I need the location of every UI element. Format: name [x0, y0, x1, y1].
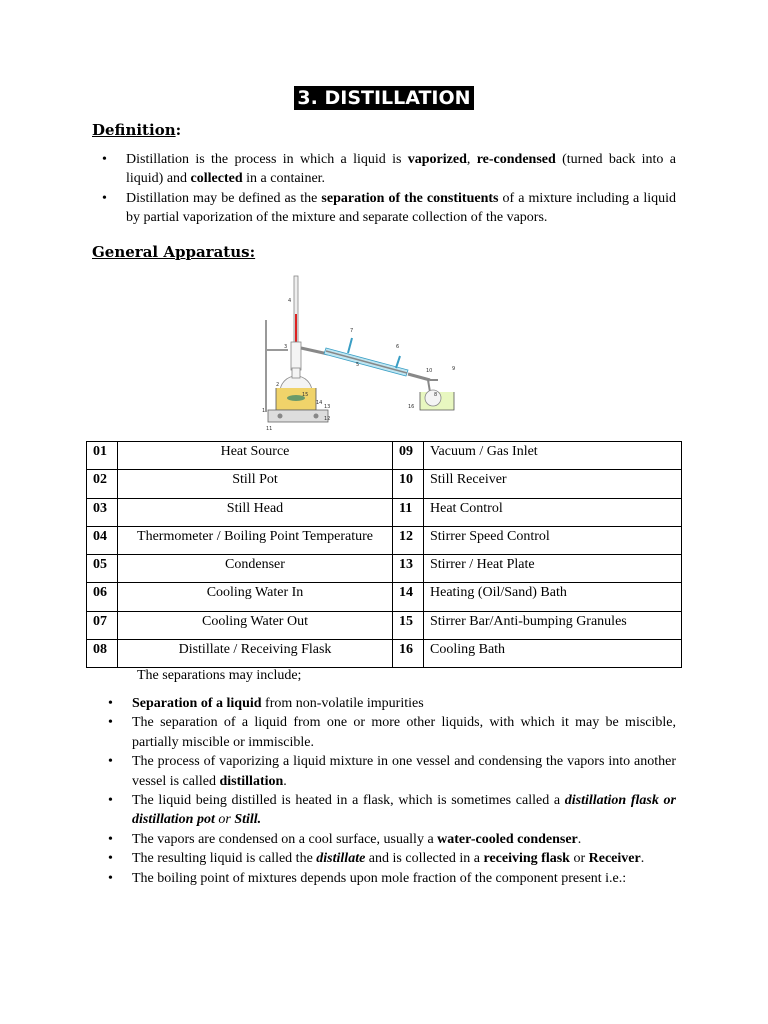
figure-label: 16: [408, 404, 415, 410]
figure-label: 13: [324, 404, 331, 410]
table-row: [87, 470, 682, 498]
definition-heading: [92, 121, 181, 139]
parts-table-body: [87, 442, 682, 668]
bold-text: Receiver: [588, 851, 641, 867]
figure-label: 8: [434, 392, 438, 398]
part-label: Cooling Water Out: [118, 611, 393, 639]
part-label: Heat Source: [118, 442, 393, 470]
part-label: Still Receiver: [424, 470, 682, 498]
text: Distillation may be defined as the: [126, 190, 322, 206]
bold-text: distillation: [219, 773, 284, 789]
bullet-glyph: •: [108, 793, 113, 809]
text: The resulting liquid is called the: [132, 851, 317, 867]
bold-text: Separation of a liquid: [132, 696, 262, 711]
part-number: 14: [393, 583, 424, 611]
text: of a mixture including a liquid by partial vaporization of the mixture and separate collection of the vapors.: [126, 190, 676, 226]
still-head: [291, 342, 301, 370]
part-number: 15: [393, 611, 424, 639]
part-number: 13: [393, 555, 424, 583]
definition-heading-text: Definition: [92, 121, 176, 139]
text: in a container.: [242, 171, 326, 187]
part-number: 03: [87, 498, 118, 526]
figure-label: 15: [302, 392, 309, 398]
part-number: 06: [87, 583, 118, 611]
text: The liquid being distilled is heated in a flask, which is sometimes called a: [132, 793, 565, 809]
list-item: [108, 791, 676, 830]
condenser-inner-tube: [326, 351, 407, 373]
figure-label: 7: [350, 328, 354, 334]
heat-control-knob: [278, 414, 283, 419]
text: The process of vaporizing a liquid mixture in one vessel and condensing the vapors into another vessel is called: [132, 754, 676, 789]
part-number: 04: [87, 526, 118, 554]
text: and is collected in a: [365, 851, 484, 867]
bullet-glyph: •: [108, 851, 113, 867]
list-item: [108, 849, 676, 868]
part-number: 09: [393, 442, 424, 470]
list-item: [102, 150, 676, 189]
list-item: [108, 694, 676, 713]
part-number: 02: [87, 470, 118, 498]
part-label: Still Pot: [118, 470, 393, 498]
text: (turned back into a liquid) and: [126, 152, 676, 187]
bullet-glyph: •: [108, 696, 113, 711]
table-row: [87, 583, 682, 611]
adapter: [408, 374, 430, 380]
definition-heading-colon: :: [175, 121, 182, 139]
part-number: 11: [393, 498, 424, 526]
bold-text: collected: [190, 171, 243, 187]
part-number: 07: [87, 611, 118, 639]
text: .: [283, 773, 287, 789]
text: The separation of a liquid from one or more other liquids, with which it may be miscible, partially miscible or immiscible.: [132, 715, 676, 750]
text: or: [569, 851, 589, 867]
text: ,: [466, 152, 477, 167]
title-wrap: [0, 86, 768, 110]
part-label: Condenser: [118, 555, 393, 583]
list-item: [108, 713, 676, 752]
part-number: 01: [87, 442, 118, 470]
part-label: Stirrer Speed Control: [424, 526, 682, 554]
figure-label: 9: [452, 366, 456, 372]
page-title: 3. DISTILLATION: [294, 86, 473, 110]
figure-label: 12: [324, 416, 331, 422]
figure-label: 14: [316, 400, 323, 406]
cooling-water-out: [348, 338, 352, 353]
figure-label: 1: [262, 408, 266, 414]
bullet-glyph: •: [108, 715, 113, 731]
table-row: [87, 555, 682, 583]
figure-label: 5: [356, 362, 360, 368]
text: The boiling point of mixtures depends upon mole fraction of the component present i.e.:: [132, 870, 627, 886]
italic-text: or: [214, 812, 235, 828]
bullet-glyph: •: [108, 831, 113, 847]
figure-label: 10: [426, 368, 433, 374]
table-row: [87, 442, 682, 470]
list-item: [108, 830, 676, 849]
text: .: [577, 831, 582, 847]
text: .: [640, 851, 645, 867]
stirrer-control-knob: [314, 414, 319, 419]
part-label: Still Head: [118, 498, 393, 526]
figure-label: 6: [396, 344, 400, 350]
part-label: Stirrer Bar/Anti-bumping Granules: [424, 611, 682, 639]
part-number: 05: [87, 555, 118, 583]
figure-label: 3: [284, 344, 288, 350]
bold-text: re-condensed: [476, 152, 556, 167]
part-number: 10: [393, 470, 424, 498]
text: from non-volatile impurities: [261, 696, 424, 711]
bold-italic-text: distillation flask or distillation pot: [132, 793, 676, 828]
bullet-glyph: •: [102, 152, 107, 167]
part-number: 08: [87, 640, 118, 668]
part-label: Thermometer / Boiling Point Temperature: [118, 526, 393, 554]
part-number: 12: [393, 526, 424, 554]
part-label: Distillate / Receiving Flask: [118, 640, 393, 668]
figure-label: 11: [266, 426, 273, 432]
separations-list: [108, 694, 676, 888]
bold-text: vaporized: [407, 152, 467, 167]
part-label: Heating (Oil/Sand) Bath: [424, 583, 682, 611]
list-item: [108, 752, 676, 791]
text: The vapors are condensed on a cool surface, usually a: [132, 831, 438, 847]
part-label: Heat Control: [424, 498, 682, 526]
bold-text: separation of the constituents: [321, 190, 499, 206]
bullet-glyph: •: [102, 190, 107, 206]
part-number: 16: [393, 640, 424, 668]
receiver-neck: [428, 380, 430, 392]
bold-text: water-cooled condenser: [437, 831, 578, 847]
part-label: Cooling Water In: [118, 583, 393, 611]
list-item: [108, 869, 676, 888]
bold-text: receiving flask: [483, 851, 570, 867]
figure-label: 2: [276, 382, 280, 388]
apparatus-heading-text: General Apparatus:: [92, 243, 256, 261]
hot-plate: [268, 410, 331, 422]
definition-list: [102, 150, 676, 228]
parts-table: [86, 441, 682, 668]
bold-italic-text: Still.: [234, 812, 262, 828]
part-label: Stirrer / Heat Plate: [424, 555, 682, 583]
apparatus-heading: [92, 243, 255, 261]
table-row: [87, 498, 682, 526]
bullet-glyph: •: [108, 754, 113, 770]
table-row: [87, 611, 682, 639]
figure-label: 4: [288, 298, 292, 304]
cooling-water-in: [396, 356, 400, 368]
distillation-apparatus-figure: [258, 272, 458, 432]
table-row: [87, 526, 682, 554]
bold-italic-text: distillate: [316, 851, 366, 867]
separations-intro: The separations may include;: [137, 668, 302, 683]
still-pot-neck: [292, 368, 300, 378]
list-item: [102, 189, 676, 228]
part-label: Cooling Bath: [424, 640, 682, 668]
text: Distillation is the process in which a liquid is: [126, 152, 408, 167]
part-label: Vacuum / Gas Inlet: [424, 442, 682, 470]
receiving-flask: [425, 390, 441, 406]
table-row: [87, 640, 682, 668]
bullet-glyph: •: [108, 870, 113, 886]
